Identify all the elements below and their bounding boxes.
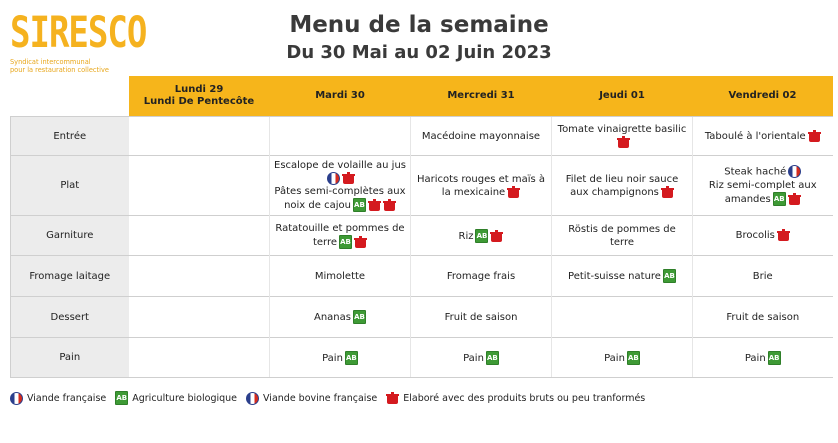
cell-pain-monday <box>129 338 270 378</box>
day-header-friday: Vendredi 02 <box>693 76 833 117</box>
table-row-dessert <box>11 297 833 338</box>
cell-dessert-wednesday: Fruit de saison <box>411 297 552 338</box>
legend-item: Viande bovine française <box>246 392 377 405</box>
logo-subtitle: Syndicat intercommunal pour la restauration collective <box>10 58 109 74</box>
table-row-pain <box>11 338 833 378</box>
weekly-menu-table <box>10 76 833 378</box>
dish: Steak haché <box>697 165 829 179</box>
cell-dessert-monday <box>129 297 270 338</box>
fait-maison-icon <box>354 236 367 248</box>
page-title: Menu de la semaine <box>289 12 549 38</box>
table-row-fromage <box>11 256 833 297</box>
fait-maison-icon <box>342 172 355 184</box>
agriculture-biologique-icon: AB <box>486 351 499 365</box>
fait-maison-icon <box>617 136 630 148</box>
cell-fromage-friday: Brie <box>693 256 833 297</box>
cell-dessert-friday: Fruit de saison <box>693 297 833 338</box>
cell-dessert-thursday <box>552 297 693 338</box>
table-row-plat <box>11 156 833 216</box>
agriculture-biologique-icon: AB <box>345 351 358 365</box>
cell-plat-friday <box>693 156 833 216</box>
viande-bovine-francaise-icon <box>788 165 801 178</box>
agriculture-biologique-icon: AB <box>353 310 366 324</box>
cell-pain-thursday: Pain AB <box>552 338 693 378</box>
legend <box>10 391 654 405</box>
agriculture-biologique-icon: AB <box>773 192 786 206</box>
agriculture-biologique-icon: AB <box>339 235 352 249</box>
dish: Riz semi-complet aux amandes AB <box>708 179 817 205</box>
page-subtitle: Du 30 Mai au 02 Juin 2023 <box>286 42 552 63</box>
cell-fromage-thursday: Petit-suisse nature AB <box>552 256 693 297</box>
cell-entree-thursday: Tomate vinaigrette basilic <box>552 117 693 156</box>
agriculture-biologique-icon: AB <box>627 351 640 365</box>
agriculture-biologique-icon: AB <box>475 229 488 243</box>
cell-pain-wednesday: Pain AB <box>411 338 552 378</box>
cell-entree-friday: Taboulé à l'orientale <box>693 117 833 156</box>
legend-item: AB Agriculture biologique <box>116 392 238 404</box>
cell-garniture-wednesday: Riz AB <box>411 216 552 256</box>
dish: Pâtes semi-complètes aux noix de cajou AB <box>274 186 406 212</box>
cell-garniture-thursday: Röstis de pommes de terre <box>552 216 693 256</box>
cell-plat-monday <box>129 156 270 216</box>
table-row-entree <box>11 117 833 156</box>
row-label-entree: Entrée <box>11 117 129 156</box>
row-label-garniture: Garniture <box>11 216 129 256</box>
cell-pain-friday: Pain AB <box>693 338 833 378</box>
cell-entree-monday <box>129 117 270 156</box>
cell-garniture-friday: Brocolis <box>693 216 833 256</box>
cell-entree-wednesday: Macédoine mayonnaise <box>411 117 552 156</box>
cell-fromage-monday <box>129 256 270 297</box>
day-header-monday: Lundi 29 Lundi De Pentecôte <box>129 76 270 117</box>
viande-francaise-icon <box>327 172 340 185</box>
cell-pain-tuesday: Pain AB <box>270 338 411 378</box>
fait-maison-icon <box>383 199 396 211</box>
cell-plat-wednesday: Haricots rouges et maïs à la mexicaine <box>411 156 552 216</box>
viande-francaise-icon <box>10 392 23 405</box>
fait-maison-icon <box>808 130 821 142</box>
fait-maison-icon <box>368 199 381 211</box>
viande-bovine-francaise-icon <box>246 392 259 405</box>
cell-garniture-monday <box>129 216 270 256</box>
logo-wordmark: SIRESCO <box>10 8 147 58</box>
fait-maison-icon <box>490 230 503 242</box>
agriculture-biologique-icon: AB <box>353 198 366 212</box>
day-header-thursday: Jeudi 01 <box>552 76 693 117</box>
agriculture-biologique-icon: AB <box>663 269 676 283</box>
fait-maison-icon <box>386 392 399 404</box>
agriculture-biologique-icon: AB <box>115 391 128 405</box>
table-header-row <box>11 76 833 117</box>
dish: Escalope de volaille au jus <box>274 159 406 186</box>
cell-plat-tuesday <box>270 156 411 216</box>
agriculture-biologique-icon: AB <box>768 351 781 365</box>
header-corner <box>11 76 129 117</box>
row-label-pain: Pain <box>11 338 129 378</box>
fait-maison-icon <box>507 186 520 198</box>
cell-fromage-wednesday: Fromage frais <box>411 256 552 297</box>
legend-item: Elaboré avec des produits bruts ou peu tranformés <box>386 392 645 404</box>
legend-item: Viande française <box>10 392 106 405</box>
day-header-tuesday: Mardi 30 <box>270 76 411 117</box>
cell-fromage-tuesday: Mimolette <box>270 256 411 297</box>
fait-maison-icon <box>777 229 790 241</box>
day-header-wednesday: Mercredi 31 <box>411 76 552 117</box>
table-row-garniture <box>11 216 833 256</box>
fait-maison-icon <box>788 193 801 205</box>
cell-plat-thursday: Filet de lieu noir sauce aux champignons <box>552 156 693 216</box>
fait-maison-icon <box>661 186 674 198</box>
cell-entree-tuesday <box>270 117 411 156</box>
row-label-plat: Plat <box>11 156 129 216</box>
cell-dessert-tuesday: Ananas AB <box>270 297 411 338</box>
row-label-fromage: Fromage laitage <box>11 256 129 297</box>
row-label-dessert: Dessert <box>11 297 129 338</box>
cell-garniture-tuesday: Ratatouille et pommes de terre AB <box>270 216 411 256</box>
